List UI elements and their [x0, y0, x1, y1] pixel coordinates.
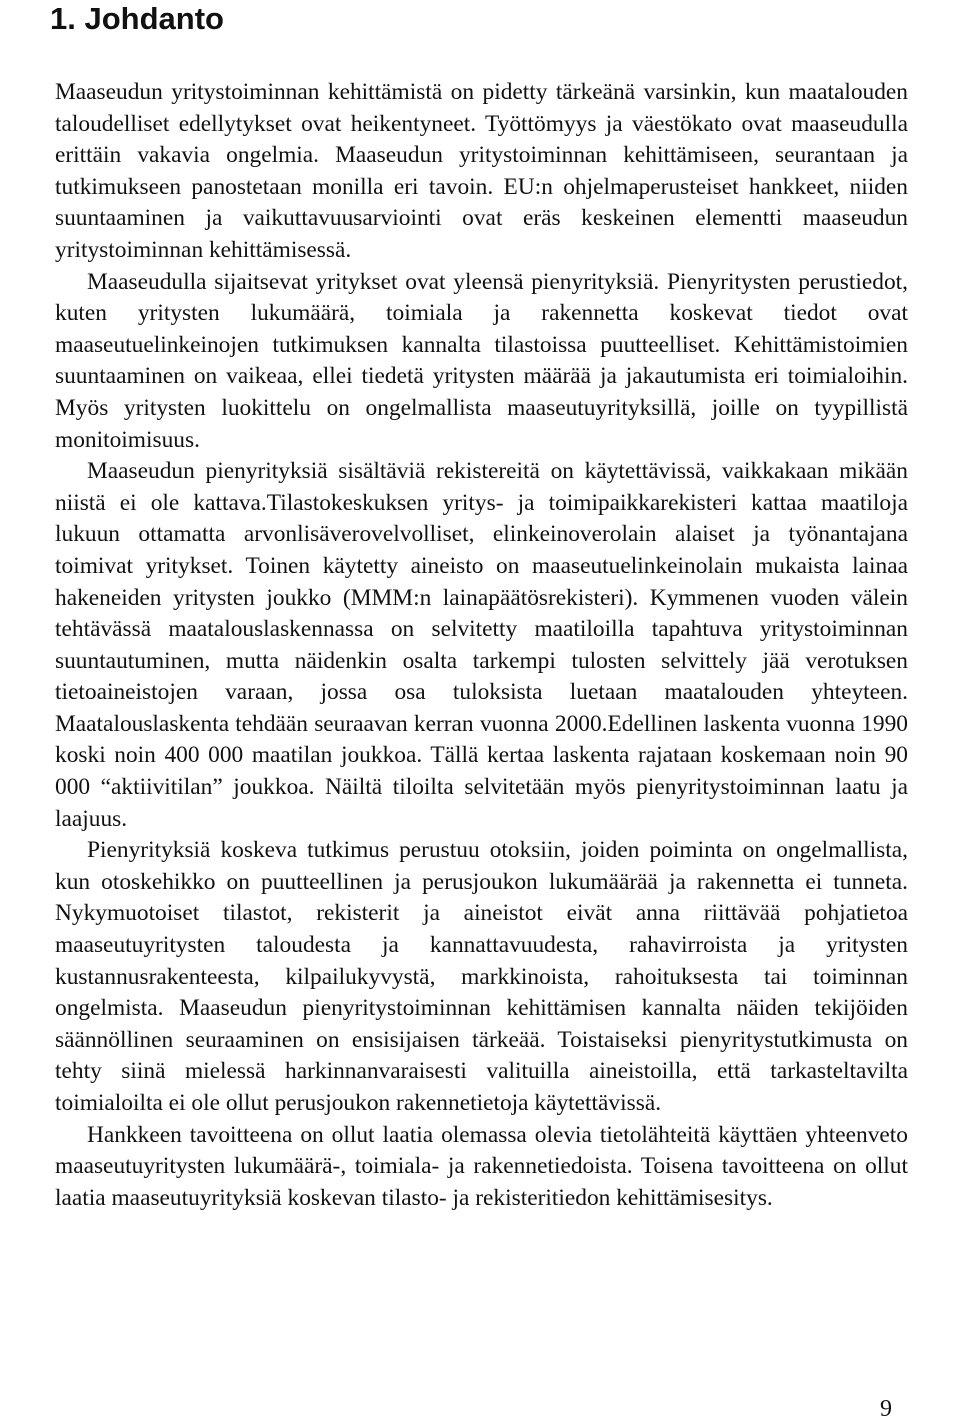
- paragraph-intro: Maaseudun yritystoiminnan kehittämistä on pidetty tärkeänä varsinkin, kun maatalouden taloudelliset edellytykset ovat heikentyneet. Työttömyys ja väestökato ovat maaseudulla erittäin vakavia ongelmia. Maaseudun yritystoiminnan kehittämiseen, seurantaan ja tutkimukseen panostetaan monilla eri tavoin. EU:n ohjelmaperusteiset hankkeet, niiden suuntaaminen ja vaikuttavuusarviointi ovat eräs keskeinen elementti maaseudun yritystoiminnan kehittämisessä.: [55, 79, 908, 263]
- paragraph-project-goals: Hankkeen tavoitteena on ollut laatia olemassa olevia tietolähteitä käyttäen yhteenveto maaseutuyritysten lukumäärä-, toimiala- ja rakennetiedoista. Toisena tavoitteena on ollut laatia maaseutuyrityksiä koskevan tilasto- ja rekisteritiedon kehittämisesitys.: [55, 1121, 908, 1211]
- paragraph-registers: Maaseudun pienyrityksiä sisältäviä rekistereitä on käytettävissä, vaikkakaan mikään niistä ei ole kattava.Tilastokeskuksen yritys- ja toimipaikkarekisteri kattaa maatiloja lukuun ottamatta arvonlisäverovelvolliset, elinkeinoverolain alaiset ja työnantajana toimivat yritykset. Toinen käytetty aineisto on maaseutuelinkeinolain mukaista lainaa hakeneiden yritysten joukko (MMM:n lainapäätösrekisteri). Kymmenen vuoden välein tehtävässä maatalouslaskennassa on selvitetty maatiloilla tapahtuva yritystoiminnan suuntautuminen, mutta näidenkin osalta tarkempi tulosten selvittely jää verotuksen tietoaineistojen varaan, jossa osa tuloksista luetaan maatalouden yhteyteen. Maatalouslaskenta tehdään seuraavan kerran vuonna 2000.Edellinen laskenta vuonna 1990 koski noin 400 000 maatilan joukkoa. Tällä kertaa laskenta rajataan koskemaan noin 90 000 “aktiivitilan” joukkoa. Näiltä tiloilta selvitetään myös pienyritystoiminnan laatu ja laajuus.: [55, 458, 908, 832]
- section-heading: 1. Johdanto: [50, 1, 224, 36]
- page-number: 9: [880, 1396, 892, 1422]
- paragraph-small-businesses: Maaseudulla sijaitsevat yritykset ovat yleensä pienyrityksiä. Pienyritysten perustiedot, kuten yritysten lukumäärä, toimiala ja rakennetta koskevat tiedot ovat maaseutuelinkeinojen tutkimuksen kannalta tilastoissa puutteelliset. Kehittämistoimien suuntaaminen on vaikeaa, ellei tiedetä yritysten määrää ja jakautumista eri toimialoihin. Myös yritysten luokittelu on ongelmallista maaseutuyrityksillä, joille on tyypillistä monitoimisuus.: [55, 268, 908, 453]
- body-text: [55, 77, 908, 1214]
- paragraph-research: Pienyrityksiä koskeva tutkimus perustuu otoksiin, joiden poiminta on ongelmallista, kun otoskehikko on puutteellinen ja perusjoukon lukumäärää ja rakennetta ei tunneta. Nykymuotoiset tilastot, rekisterit ja aineistot eivät anna riittävää pohjatietoa maaseutuyritysten taloudesta ja kannattavuudesta, rahavirroista ja yritysten kustannusrakenteesta, kilpailukyvystä, markkinoista, rahoituksesta tai toiminnan ongelmista. Maaseudun pienyritystoiminnan kehittämisen kannalta näiden tekijöiden säännöllinen seuraaminen on ensisijaisen tärkeää. Toistaiseksi pienyritystutkimusta on tehty siinä mielessä harkinnanvaraisesti valituilla aineistoilla, että tarkasteltavilta toimialoilta ei ole ollut perusjoukon rakennetietoja käytettävissä.: [55, 837, 908, 1116]
